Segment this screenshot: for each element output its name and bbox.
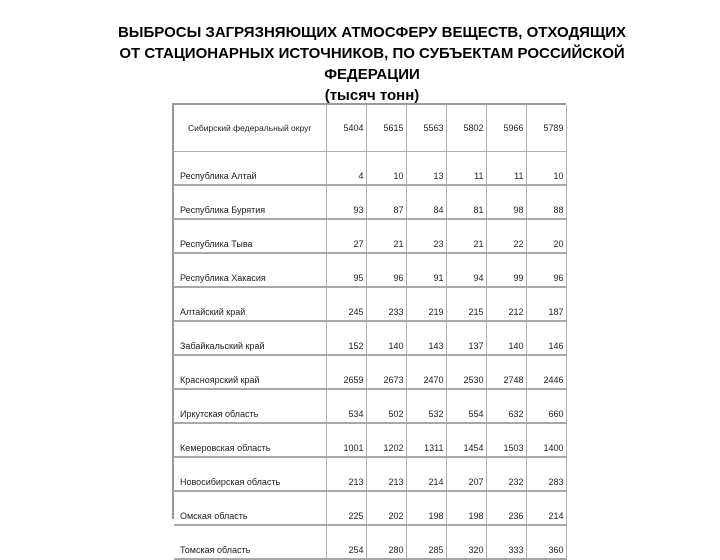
value-cell: 21	[446, 219, 486, 253]
value-cell: 96	[526, 253, 566, 287]
value-cell: 20	[526, 219, 566, 253]
value-cell: 280	[366, 525, 406, 559]
value-cell: 10	[366, 152, 406, 186]
value-cell: 81	[446, 185, 486, 219]
value-cell: 236	[486, 491, 526, 525]
value-cell: 214	[406, 457, 446, 491]
value-cell: 1001	[326, 423, 366, 457]
region-name-cell: Республика Тыва	[174, 219, 326, 253]
value-cell: 254	[326, 525, 366, 559]
region-name-cell: Иркутская область	[174, 389, 326, 423]
district-total-cell: 5615	[366, 105, 406, 152]
value-cell: 10	[526, 152, 566, 186]
value-cell: 219	[406, 287, 446, 321]
value-cell: 1311	[406, 423, 446, 457]
region-name-cell: Новосибирская область	[174, 457, 326, 491]
value-cell: 98	[486, 185, 526, 219]
value-cell: 2530	[446, 355, 486, 389]
region-name-cell: Республика Алтай	[174, 152, 326, 186]
value-cell: 554	[446, 389, 486, 423]
value-cell: 360	[526, 525, 566, 559]
value-cell: 198	[446, 491, 486, 525]
value-cell: 333	[486, 525, 526, 559]
table-row	[174, 525, 566, 559]
table-row	[174, 355, 566, 389]
value-cell: 23	[406, 219, 446, 253]
value-cell: 285	[406, 525, 446, 559]
value-cell: 146	[526, 321, 566, 355]
value-cell: 225	[326, 491, 366, 525]
title-line-2: ОТ СТАЦИОНАРНЫХ ИСТОЧНИКОВ, ПО СУБЪЕКТАМ РОССИЙСКОЙ	[119, 45, 625, 62]
district-total-cell: 5802	[446, 105, 486, 152]
value-cell: 532	[406, 389, 446, 423]
region-name-cell: Алтайский край	[174, 287, 326, 321]
value-cell: 214	[526, 491, 566, 525]
value-cell: 137	[446, 321, 486, 355]
district-total-cell: 5789	[526, 105, 566, 152]
value-cell: 91	[406, 253, 446, 287]
title-line-1: ВЫБРОСЫ ЗАГРЯЗНЯЮЩИХ АТМОСФЕРУ ВЕЩЕСТВ, ОТХОДЯЩИХ	[117, 24, 627, 41]
value-cell: 99	[486, 253, 526, 287]
value-cell: 4	[326, 152, 366, 186]
value-cell: 1454	[446, 423, 486, 457]
value-cell: 95	[326, 253, 366, 287]
value-cell: 87	[366, 185, 406, 219]
value-cell: 233	[366, 287, 406, 321]
value-cell: 283	[526, 457, 566, 491]
table-header-row	[174, 105, 566, 152]
value-cell: 207	[446, 457, 486, 491]
value-cell: 632	[486, 389, 526, 423]
value-cell: 143	[406, 321, 446, 355]
value-cell: 11	[446, 152, 486, 186]
table-row	[174, 185, 566, 219]
value-cell: 27	[326, 219, 366, 253]
value-cell: 96	[366, 253, 406, 287]
value-cell: 140	[486, 321, 526, 355]
value-cell: 1400	[526, 423, 566, 457]
table-row	[174, 389, 566, 423]
value-cell: 245	[326, 287, 366, 321]
value-cell: 660	[526, 389, 566, 423]
region-name-cell: Республика Хакасия	[174, 253, 326, 287]
region-name-cell: Томская область	[174, 525, 326, 559]
value-cell: 502	[366, 389, 406, 423]
emissions-table-container	[172, 103, 566, 555]
value-cell: 202	[366, 491, 406, 525]
value-cell: 140	[366, 321, 406, 355]
district-total-cell: 5404	[326, 105, 366, 152]
table-row	[174, 287, 566, 321]
value-cell: 1503	[486, 423, 526, 457]
value-cell: 2748	[486, 355, 526, 389]
value-cell: 320	[446, 525, 486, 559]
value-cell: 84	[406, 185, 446, 219]
table-row	[174, 253, 566, 287]
district-total-cell: 5966	[486, 105, 526, 152]
region-name-cell: Забайкальский край	[174, 321, 326, 355]
value-cell: 215	[446, 287, 486, 321]
table-row	[174, 219, 566, 253]
table-row	[174, 491, 566, 525]
value-cell: 21	[366, 219, 406, 253]
table-row	[174, 152, 566, 186]
region-name-cell: Кемеровская область	[174, 423, 326, 457]
value-cell: 2446	[526, 355, 566, 389]
title-line-3: ФЕДЕРАЦИИ	[324, 66, 420, 83]
value-cell: 93	[326, 185, 366, 219]
value-cell: 212	[486, 287, 526, 321]
value-cell: 11	[486, 152, 526, 186]
value-cell: 152	[326, 321, 366, 355]
value-cell: 2673	[366, 355, 406, 389]
page-title	[80, 22, 664, 106]
table-row	[174, 423, 566, 457]
value-cell: 2470	[406, 355, 446, 389]
region-name-cell: Красноярский край	[174, 355, 326, 389]
value-cell: 1202	[366, 423, 406, 457]
value-cell: 213	[366, 457, 406, 491]
table-row	[174, 321, 566, 355]
value-cell: 88	[526, 185, 566, 219]
value-cell: 94	[446, 253, 486, 287]
region-name-cell: Омская область	[174, 491, 326, 525]
table-body	[174, 105, 566, 559]
value-cell: 213	[326, 457, 366, 491]
title-units: (тысяч тонн)	[324, 87, 420, 104]
district-total-cell: 5563	[406, 105, 446, 152]
value-cell: 534	[326, 389, 366, 423]
value-cell: 198	[406, 491, 446, 525]
value-cell: 13	[406, 152, 446, 186]
value-cell: 232	[486, 457, 526, 491]
value-cell: 22	[486, 219, 526, 253]
value-cell: 2659	[326, 355, 366, 389]
region-name-cell: Республика Бурятия	[174, 185, 326, 219]
value-cell: 187	[526, 287, 566, 321]
table-row	[174, 457, 566, 491]
emissions-table	[174, 105, 567, 560]
district-name-cell: Сибирский федеральный округ	[174, 105, 326, 152]
